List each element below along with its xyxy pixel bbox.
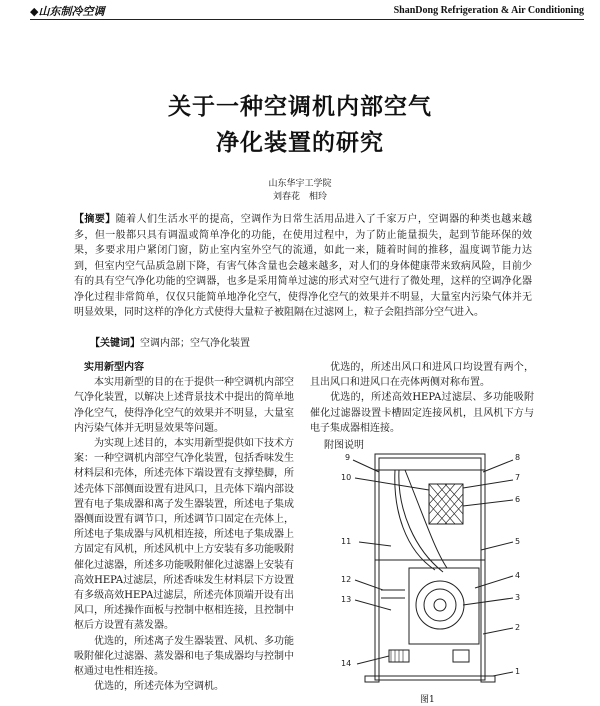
label-11: 11 <box>341 537 352 546</box>
figure-caption: 图1 <box>420 695 435 705</box>
abstract-label: 【摘要】 <box>74 214 116 225</box>
label-9: 9 <box>345 453 351 462</box>
keywords-text: 空调内部；空气净化装置 <box>140 338 250 349</box>
authors: 刘春花 相玲 <box>272 192 327 202</box>
paragraph: 为实现上述目的，本实用新型提供如下技术方案：一种空调机内部空气净化装置，包括香味发生材料层和壳体，所述壳体下端设置有支撑垫脚，所述壳体下部侧面设置有进风口，且壳体下端内部设置有电子集成器和离子发生器装置，所述电子集成器侧面设置有调节口，所述调节口固定在壳体上，所述电子集成器与风机相连接，所述电子集成器上方固定有风机，所述风机中上方安装有多功能吸附催化过滤器，所述多功能吸附催化过滤器上安装有高效HEPA过滤层，所述香味发生材料层下方设置有多级高效HEPA过滤层，所述壳体顶端开设有出风口，所述操作面板与控制中枢相连接，且控制中枢后方设置有蒸发器。 <box>74 438 294 632</box>
paper-title-line2: 净化装置的研究 <box>216 130 384 156</box>
affiliation: 山东华宇工学院 <box>268 179 332 189</box>
keywords <box>90 334 250 349</box>
abstract-text: 随着人们生活水平的提高，空调作为日常生活用品进入了千家万户，空调器的种类也越来越多，但一般都只具有调温或简单净化的功能，在使用过程中，为了防止能量损失，起到节能环保的效果，多要求用户紧闭门窗，防止室内室外空气的流通，如此一来，随着时间的推移，温度调节能力达到，但室内空气品质急剧下降，有害气体含量也会越来越多，对人们的身体健康带来致病风险，目前少有的具有空气净化功能的空调器，也多是采用简单过滤的形式对空气进行了微处理，这样的空调净化器净化过程非常简单，仅仅只能简单地净化空气，使得净化空气的效果并不明显，大量室内污染气体并无明显效果，同时这样的净化方式使得大量粒子被阻隔在过滤网上，粒子会阻挡部分空气进入。 <box>74 214 533 318</box>
label-14: 14 <box>341 659 352 668</box>
right-column <box>310 360 534 436</box>
paragraph: 优选的，所述出风口和进风口均设置有两个，且出风口和进风口在壳体两侧对称布置。 <box>310 362 534 389</box>
label-1: 1 <box>515 667 521 676</box>
journal-name-en: ShanDong Refrigeration & Air Conditioning <box>393 5 584 16</box>
label-8: 8 <box>515 453 521 462</box>
label-5: 5 <box>515 537 521 546</box>
label-13: 13 <box>341 595 352 604</box>
paper-title-line1: 关于一种空调机内部空气 <box>168 94 432 120</box>
journal-name-cn: ◆山东制冷空调 <box>30 4 105 18</box>
label-10: 10 <box>341 473 352 482</box>
label-6: 6 <box>515 495 521 504</box>
figure-1 <box>335 450 530 706</box>
left-column <box>74 360 294 694</box>
paragraph: 优选的，所述高效HEPA过滤层、多功能吸附催化过滤器设置卡槽固定连接风机，且风机下方与电子集成器相连接。 <box>310 392 534 434</box>
paragraph: 优选的，所述壳体为空调机。 <box>94 681 224 693</box>
label-12: 12 <box>341 575 352 584</box>
paragraph: 本实用新型的目的在于提供一种空调机内部空气净化装置，以解决上述背景技术中提出的简单地净化空气，使得净化空气的效果并不明显，大量室内污染气体并无明显效果等问题。 <box>74 377 294 434</box>
device-diagram <box>335 450 530 690</box>
paragraph: 优选的，所述离子发生器装置、风机、多功能吸附催化过滤器、蒸发器和电子集成器均与控制中枢通过电性相连接。 <box>74 635 294 678</box>
figure-heading: 附图说明 <box>324 440 364 451</box>
running-header <box>30 4 584 20</box>
label-2: 2 <box>515 623 521 632</box>
label-3: 3 <box>515 593 521 602</box>
keywords-label: 【关键词】 <box>90 338 140 349</box>
section-heading: 实用新型内容 <box>84 362 144 373</box>
label-7: 7 <box>515 473 521 482</box>
fan <box>416 581 464 629</box>
abstract <box>74 212 532 321</box>
label-4: 4 <box>515 571 521 580</box>
